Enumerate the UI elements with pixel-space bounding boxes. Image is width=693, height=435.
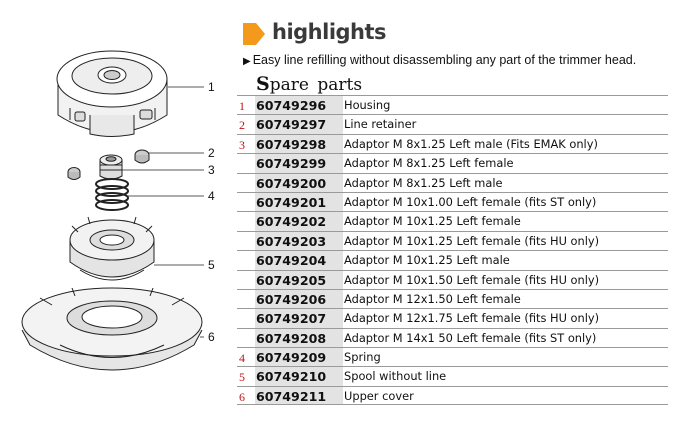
part-description: Adaptor M 14x1 50 Left female (fits ST only) bbox=[344, 330, 597, 345]
table-row bbox=[237, 134, 668, 153]
adaptor-illustration bbox=[100, 155, 122, 179]
part-description: Adaptor M 8x1.25 Left male (Fits EMAK only) bbox=[344, 136, 598, 151]
callout-5: 5 bbox=[208, 258, 215, 272]
part-description: Adaptor M 10x1.25 Left male bbox=[344, 253, 510, 268]
part-description: Adaptor M 12x1.75 Left female (fits HU only) bbox=[344, 311, 600, 326]
part-code: 60749299 bbox=[255, 154, 343, 172]
part-number: 4 bbox=[239, 351, 245, 366]
spare-parts-title-cap: S bbox=[256, 73, 270, 95]
part-code: 60749207 bbox=[255, 309, 343, 327]
part-code: 60749206 bbox=[255, 290, 343, 308]
part-description: Adaptor M 8x1.25 Left male bbox=[344, 175, 503, 190]
exploded-parts-diagram bbox=[0, 0, 240, 435]
part-code: 60749201 bbox=[255, 193, 343, 211]
part-code: 60749209 bbox=[255, 348, 343, 366]
part-code: 60749208 bbox=[255, 329, 343, 347]
part-code: 60749210 bbox=[255, 367, 343, 385]
part-description: Spring bbox=[344, 350, 381, 365]
part-code: 60749205 bbox=[255, 271, 343, 289]
highlight-feature-text bbox=[243, 53, 636, 67]
callout-6: 6 bbox=[208, 330, 215, 344]
part-description: Adaptor M 8x1.25 Left female bbox=[344, 156, 514, 171]
highlights-title: highlights bbox=[272, 20, 387, 44]
arrow-bullet-icon: ▶ bbox=[243, 56, 251, 67]
part-description: Adaptor M 10x1.50 Left female (fits HU only) bbox=[344, 272, 600, 287]
spare-parts-table bbox=[237, 95, 668, 405]
part-description: Adaptor M 12x1.50 Left female bbox=[344, 291, 521, 306]
table-row bbox=[237, 153, 668, 172]
spare-parts-title-rest: pare parts bbox=[269, 75, 363, 95]
part-code: 60749203 bbox=[255, 232, 343, 250]
table-row bbox=[237, 270, 668, 289]
part-description: Upper cover bbox=[344, 388, 414, 403]
callout-3: 3 bbox=[208, 163, 215, 177]
table-row bbox=[237, 308, 668, 327]
table-row bbox=[237, 328, 668, 347]
table-row bbox=[237, 211, 668, 230]
highlights-badge-icon bbox=[243, 23, 265, 45]
part-code: 60749204 bbox=[255, 251, 343, 269]
part-description: Spool without line bbox=[344, 369, 447, 384]
table-row bbox=[237, 386, 668, 405]
part-code: 60749297 bbox=[255, 115, 343, 133]
upper-cover-illustration bbox=[22, 288, 202, 370]
table-row bbox=[237, 173, 668, 192]
part-description: Adaptor M 10x1.25 Left female (fits HU only) bbox=[344, 233, 600, 248]
part-description: Housing bbox=[344, 98, 391, 112]
table-row bbox=[237, 114, 668, 133]
highlight-feature-label: Easy line refilling without disassembling any part of the trimmer head. bbox=[252, 53, 637, 67]
part-number: 2 bbox=[239, 118, 245, 133]
spool-illustration bbox=[70, 217, 154, 280]
part-number: 6 bbox=[239, 389, 245, 404]
spare-parts-title bbox=[256, 73, 362, 95]
table-row bbox=[237, 289, 668, 308]
part-code: 60749200 bbox=[255, 174, 343, 192]
part-description: Adaptor M 10x1.25 Left female bbox=[344, 214, 521, 229]
part-number: 1 bbox=[239, 99, 245, 113]
table-row bbox=[237, 250, 668, 269]
housing-illustration bbox=[57, 51, 167, 137]
part-code: 60749211 bbox=[255, 387, 343, 404]
table-row bbox=[237, 347, 668, 366]
table-row bbox=[237, 95, 668, 114]
part-code: 60749202 bbox=[255, 212, 343, 230]
part-description: Line retainer bbox=[344, 117, 417, 132]
part-code: 60749298 bbox=[255, 135, 343, 153]
table-row bbox=[237, 192, 668, 211]
part-description: Adaptor M 10x1.00 Left female (fits ST only) bbox=[344, 194, 597, 209]
part-number: 5 bbox=[239, 370, 245, 385]
part-code: 60749296 bbox=[255, 96, 343, 114]
callout-1: 1 bbox=[208, 80, 215, 94]
callout-4: 4 bbox=[208, 189, 215, 203]
table-row bbox=[237, 366, 668, 385]
callout-2: 2 bbox=[208, 146, 215, 160]
table-row bbox=[237, 231, 668, 250]
part-number: 3 bbox=[239, 137, 245, 152]
spring-illustration bbox=[96, 179, 128, 210]
